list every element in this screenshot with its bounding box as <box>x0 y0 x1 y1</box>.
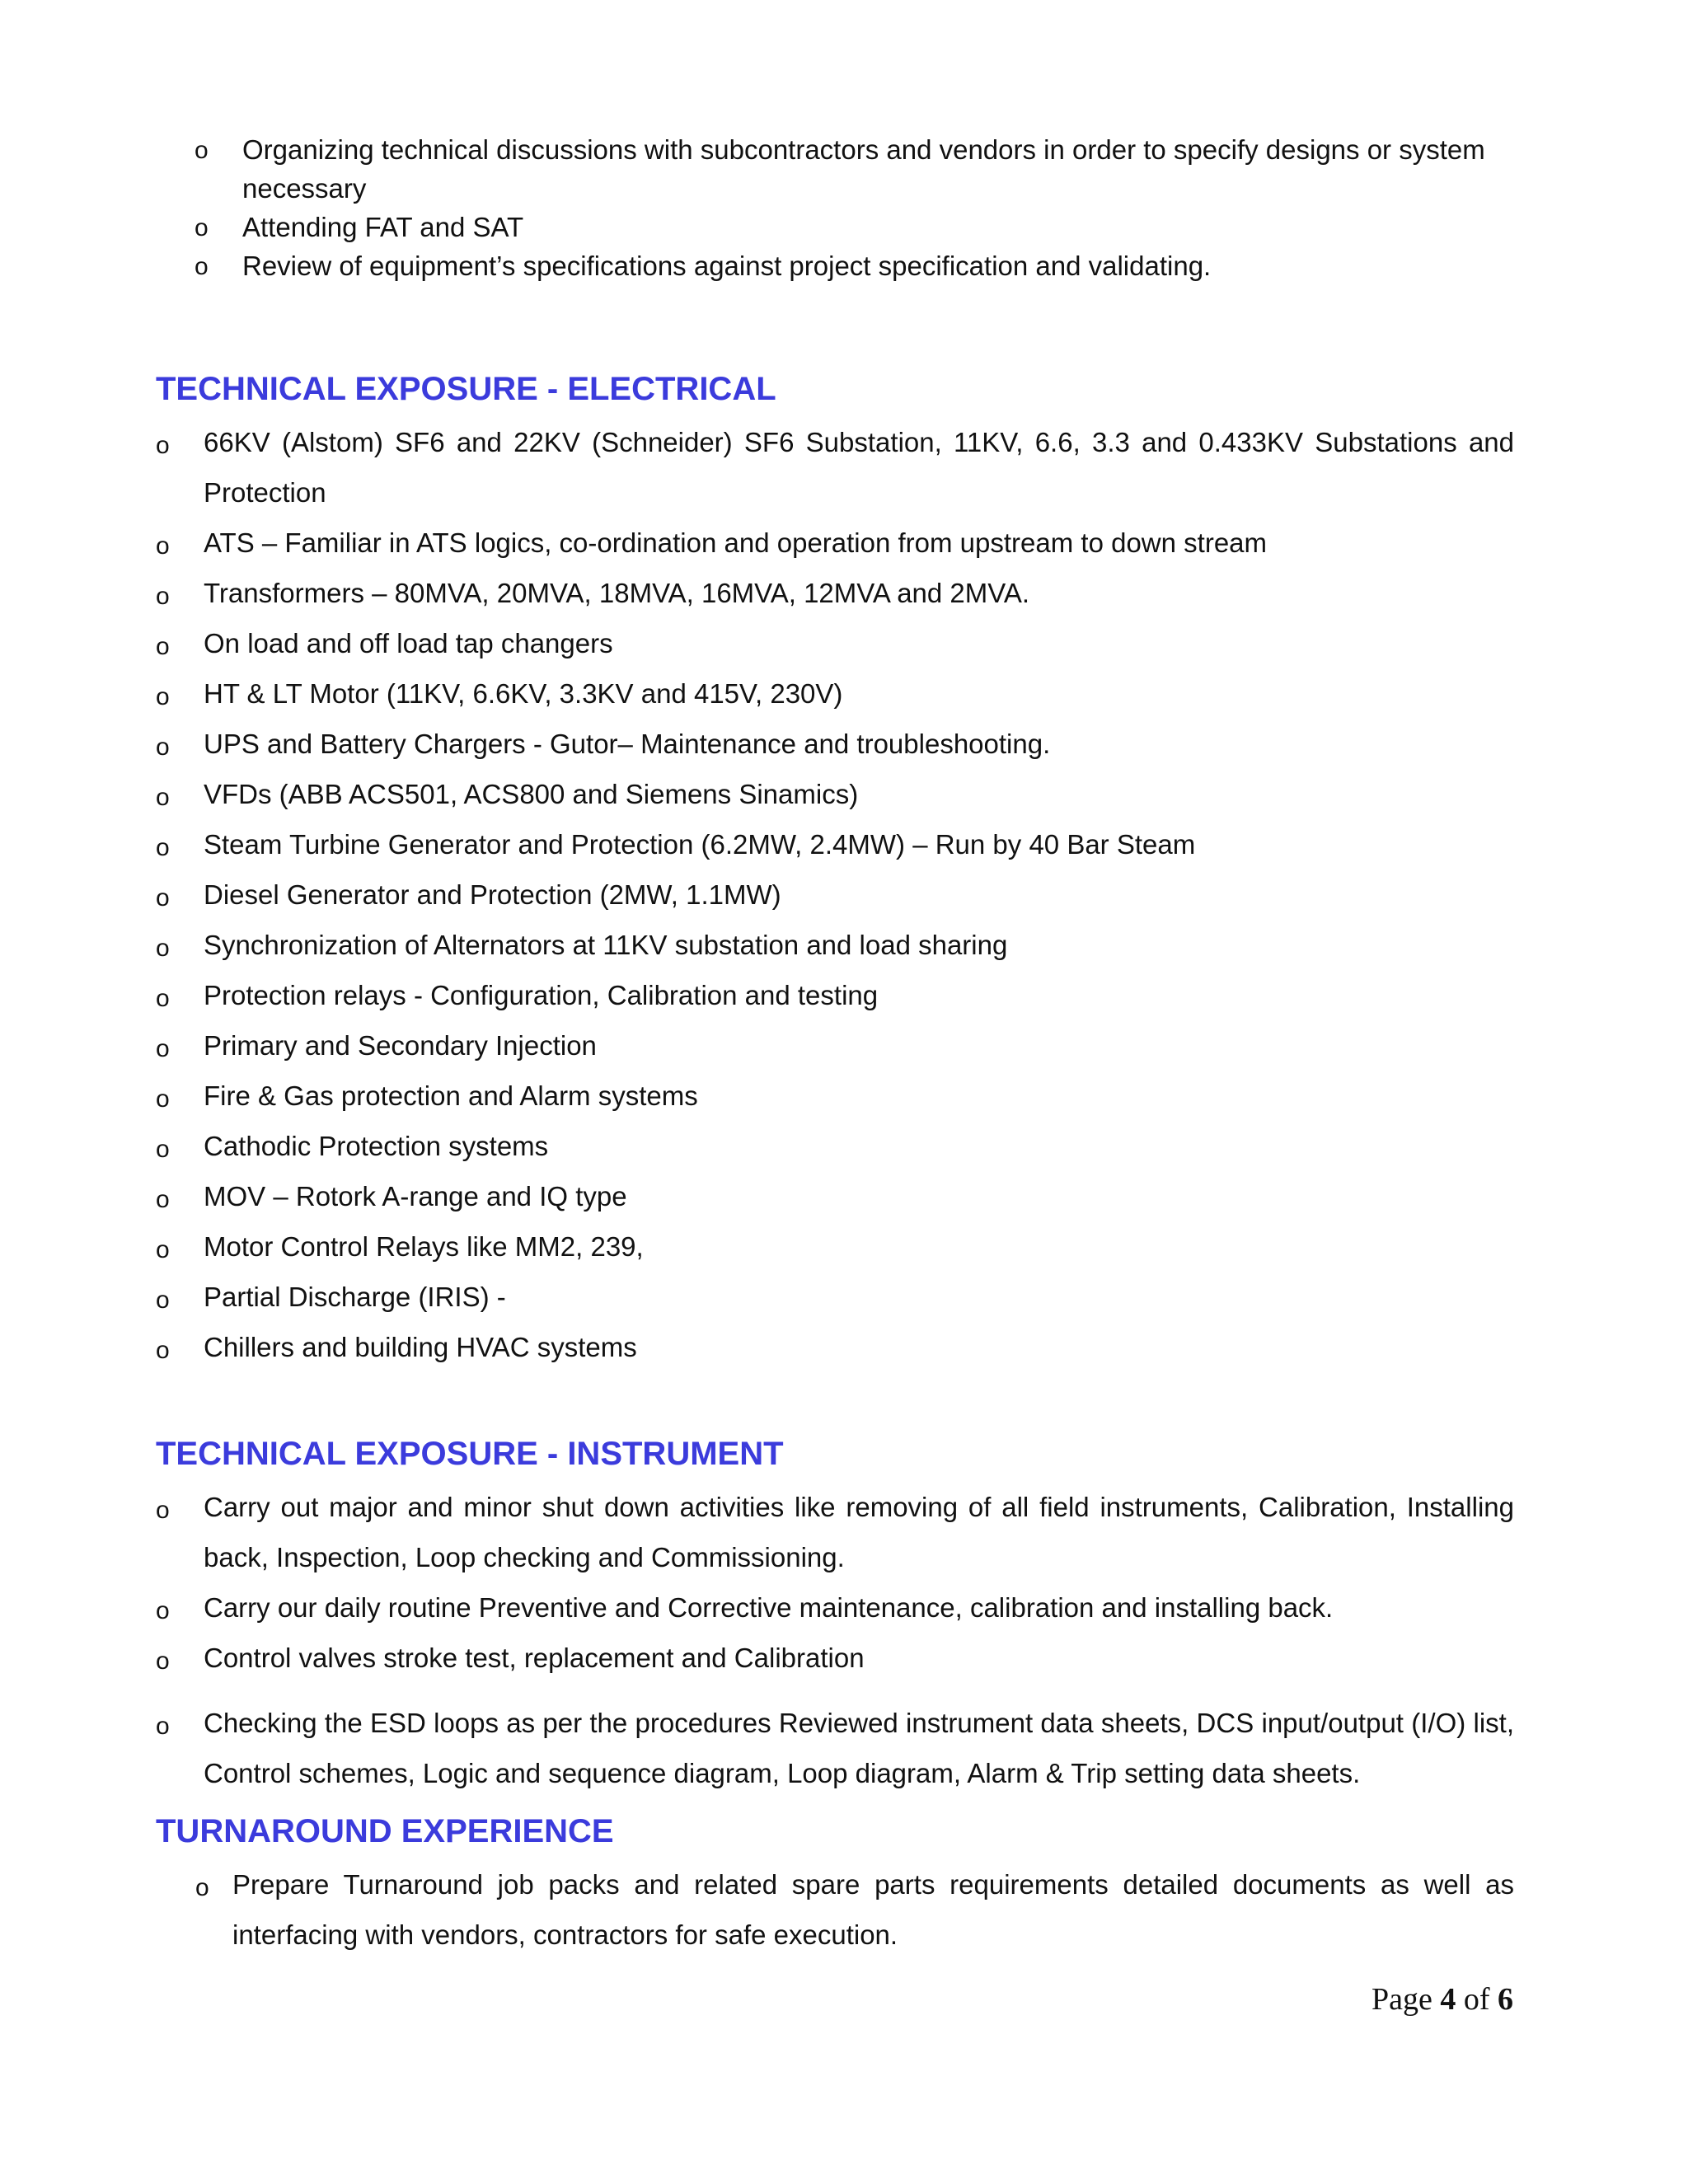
bullet-marker: o <box>156 884 170 912</box>
electrical-list <box>156 417 1514 1372</box>
list-item-text: Prepare Turnaround job packs and related spare parts requirements detailed documents as well as interfacing with vendors, contractors for safe execution. <box>232 1869 1514 1950</box>
current-page-number: 4 <box>1440 1982 1456 2017</box>
bullet-marker: o <box>156 1035 170 1062</box>
list-item <box>156 618 1514 668</box>
bullet-marker: o <box>156 1085 170 1113</box>
list-item-text: Attending FAT and SAT <box>242 212 524 242</box>
list-item <box>156 568 1514 618</box>
list-item-text: UPS and Battery Chargers - Gutor– Maintenance and troubleshooting. <box>204 729 1051 759</box>
list-item-text: Primary and Secondary Injection <box>204 1030 597 1061</box>
bullet-marker: o <box>195 214 209 241</box>
list-item <box>156 1071 1514 1121</box>
list-item-text: Organizing technical discussions with subcontractors and vendors in order to specify designs or system necessary <box>242 134 1485 204</box>
bullet-marker: o <box>156 1337 170 1364</box>
turnaround-list <box>156 1859 1514 1960</box>
list-item <box>195 208 1513 246</box>
list-item-text: Checking the ESD loops as per the procedures Reviewed instrument data sheets, DCS input/output (I/O) list, Control schemes, Logic and sequence diagram, Loop diagram, Alarm & Trip setting data sheets. <box>204 1708 1514 1788</box>
turnaround-section <box>156 1811 1514 1960</box>
list-item <box>156 1221 1514 1272</box>
list-item <box>195 130 1513 208</box>
list-item-text: Diesel Generator and Protection (2MW, 1.1MW) <box>204 879 781 910</box>
bullet-marker: o <box>195 253 209 280</box>
list-item <box>156 1698 1514 1798</box>
list-item <box>156 1020 1514 1071</box>
section-heading-turnaround: TURNAROUND EXPERIENCE <box>156 1813 614 1849</box>
list-item <box>156 920 1514 970</box>
bullet-marker: o <box>156 633 170 660</box>
bullet-marker: o <box>156 733 170 761</box>
list-item-text: Partial Discharge (IRIS) - <box>204 1282 506 1312</box>
list-item-text: Protection relays - Configuration, Calibration and testing <box>204 980 879 1010</box>
list-item-text: On load and off load tap changers <box>204 628 613 658</box>
list-item-text: Fire & Gas protection and Alarm systems <box>204 1080 698 1111</box>
list-item <box>156 1859 1514 1960</box>
list-item <box>156 417 1514 518</box>
list-item <box>156 1633 1514 1683</box>
list-item <box>156 769 1514 819</box>
bullet-marker: o <box>156 583 170 610</box>
instrument-list <box>156 1482 1514 1798</box>
list-item-text: Control valves stroke test, replacement and Calibration <box>204 1643 865 1673</box>
list-item <box>156 970 1514 1020</box>
list-item <box>156 1171 1514 1221</box>
bullet-marker: o <box>156 1236 170 1263</box>
list-item-text: Cathodic Protection systems <box>204 1131 549 1161</box>
bullet-marker: o <box>156 1286 170 1314</box>
bullet-marker: o <box>156 985 170 1012</box>
section-heading-electrical: TECHNICAL EXPOSURE - ELECTRICAL <box>156 371 776 407</box>
bullet-marker: o <box>156 1497 170 1524</box>
bullet-marker: o <box>156 935 170 962</box>
list-item-text: Review of equipment’s specifications against project specification and validating. <box>242 251 1212 281</box>
bullet-marker: o <box>156 432 170 459</box>
instrument-section <box>156 1434 1514 1798</box>
bullet-marker: o <box>156 784 170 811</box>
list-item <box>156 518 1514 568</box>
list-item <box>195 246 1513 285</box>
bullet-marker: o <box>156 1647 170 1675</box>
list-item <box>156 819 1514 869</box>
total-pages-number: 6 <box>1498 1982 1513 2017</box>
list-item <box>156 1322 1514 1372</box>
page-word: Page <box>1371 1982 1432 2017</box>
bullet-marker: o <box>156 532 170 560</box>
list-item <box>156 1121 1514 1171</box>
bullet-marker: o <box>156 1713 170 1740</box>
list-item <box>156 719 1514 769</box>
top-bullet-list <box>195 130 1513 285</box>
list-item <box>156 1582 1514 1633</box>
list-item-text: 66KV (Alstom) SF6 and 22KV (Schneider) SF6 Substation, 11KV, 6.6, 3.3 and 0.433KV Substations and Protection <box>204 427 1514 508</box>
list-item-text: VFDs (ABB ACS501, ACS800 and Siemens Sinamics) <box>204 779 859 809</box>
list-item-text: Carry our daily routine Preventive and Corrective maintenance, calibration and installing back. <box>204 1592 1334 1623</box>
list-item-text: Chillers and building HVAC systems <box>204 1332 637 1362</box>
electrical-section <box>156 369 1514 1372</box>
list-item-text: Transformers – 80MVA, 20MVA, 18MVA, 16MVA, 12MVA and 2MVA. <box>204 578 1030 608</box>
bullet-marker: o <box>156 1186 170 1213</box>
list-item-text: MOV – Rotork A-range and IQ type <box>204 1181 627 1212</box>
bullet-marker: o <box>156 834 170 861</box>
list-item-text: ATS – Familiar in ATS logics, co-ordination and operation from upstream to down stream <box>204 527 1268 558</box>
list-item-text: Synchronization of Alternators at 11KV substation and load sharing <box>204 930 1008 960</box>
list-item <box>156 1482 1514 1582</box>
list-item-text: Carry out major and minor shut down activities like removing of all field instruments, Calibration, Installing back, Inspection, Loop checking and Commissioning. <box>204 1492 1514 1572</box>
bullet-marker: o <box>156 1597 170 1624</box>
of-word: of <box>1463 1982 1490 2017</box>
bullet-marker: o <box>156 1136 170 1163</box>
list-item <box>156 668 1514 719</box>
page-number <box>1372 1980 1513 2019</box>
list-item <box>156 1272 1514 1322</box>
section-heading-instrument: TECHNICAL EXPOSURE - INSTRUMENT <box>156 1436 784 1472</box>
bullet-marker: o <box>195 137 209 164</box>
list-item-text: Steam Turbine Generator and Protection (6.2MW, 2.4MW) – Run by 40 Bar Steam <box>204 829 1196 860</box>
list-item-text: Motor Control Relays like MM2, 239, <box>204 1231 644 1262</box>
bullet-marker: o <box>195 1874 209 1901</box>
list-item <box>156 869 1514 920</box>
list-item-text: HT & LT Motor (11KV, 6.6KV, 3.3KV and 415V, 230V) <box>204 678 843 709</box>
bullet-marker: o <box>156 683 170 710</box>
